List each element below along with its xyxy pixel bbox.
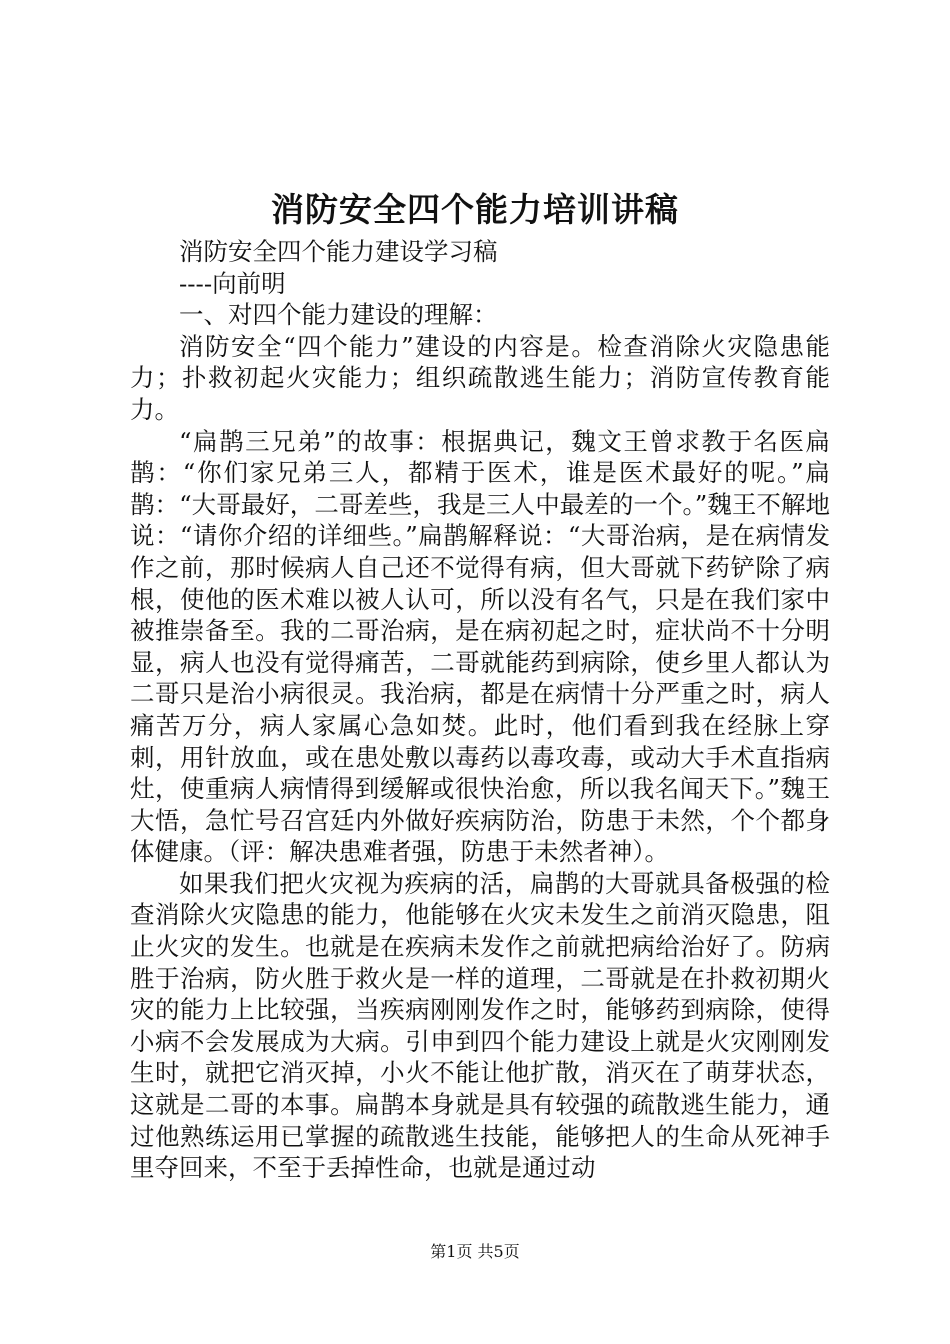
- paragraph-four-abilities: 消防安全“四个能力”建设的内容是。检查消除火灾隐患能力；扑救初起火灾能力；组织疏散逃生能力；消防宣传教育能力。: [130, 331, 830, 424]
- paragraph-section-heading: 一、对四个能力建设的理解：: [179, 300, 498, 330]
- document-body: [130, 236, 830, 1184]
- paragraph-subtitle: 消防安全四个能力建设学习稿: [179, 237, 498, 266]
- page-footer: 第1页 共5页: [430, 1242, 520, 1261]
- paragraph-bianque-story: “扁鹊三兄弟”的故事：根据典记，魏文王曾求教于名医扁鹊：“你们家兄弟三人，都精于医术，谁是医术最好的呢。”扁鹊：“大哥最好，二哥差些，我是三人中最差的一个。”魏王不解地说：“请你介绍的详细些。”扁鹊解释说：“大哥治病，是在病情发作之前，那时候病人自己还不觉得有病，但大哥就下药铲除了病根，使他的医术难以被人认可，所以没有名气，只是在我们家中被推崇备至。我的二哥治病，是在病初起之时，症状尚不十分明显，病人也没有觉得痛苦，二哥就能药到病除，使乡里人都认为二哥只是治小病很灵。我治病，都是在病情十分严重之时，病人痛苦万分，病人家属心急如焚。此时，他们看到我在经脉上穿刺，用针放血，或在患处敷以毒药以毒攻毒，或动大手术直指病灶，使重病人病情得到缓解或很快治愈，所以我名闻天下。”魏王大悟，急忙号召宫廷内外做好疾病防治，防患于未然，个个都身体健康。（评：解决患难者强，防患于未然者神）。: [130, 426, 830, 867]
- paragraph-fire-analogy: 如果我们把火灾视为疾病的活，扁鹊的大哥就具备极强的检查消除火灾隐患的能力，他能够在火灾未发生之前消灭隐患，阻止火灾的发生。也就是在疾病未发作之前就把病给治好了。防病胜于治病，防火胜于救火是一样的道理，二哥就是在扑救初期火灾的能力上比较强，当疾病刚刚发作之时，能够药到病除，使得小病不会发展成为大病。引申到四个能力建设上就是火灾刚刚发生时，就把它消灭掉，小火不能让他扩散，消灭在了萌芽状态，这就是二哥的本事。扁鹊本身就是具有较强的疏散逃生能力，通过他熟练运用已掌握的疏散逃生技能，能够把人的生命从死神手里夺回来，不至于丢掉性命，也就是通过动: [130, 868, 830, 1183]
- document-title: 消防安全四个能力培训讲稿: [271, 190, 679, 229]
- paragraph-author: ----向前明: [179, 268, 286, 298]
